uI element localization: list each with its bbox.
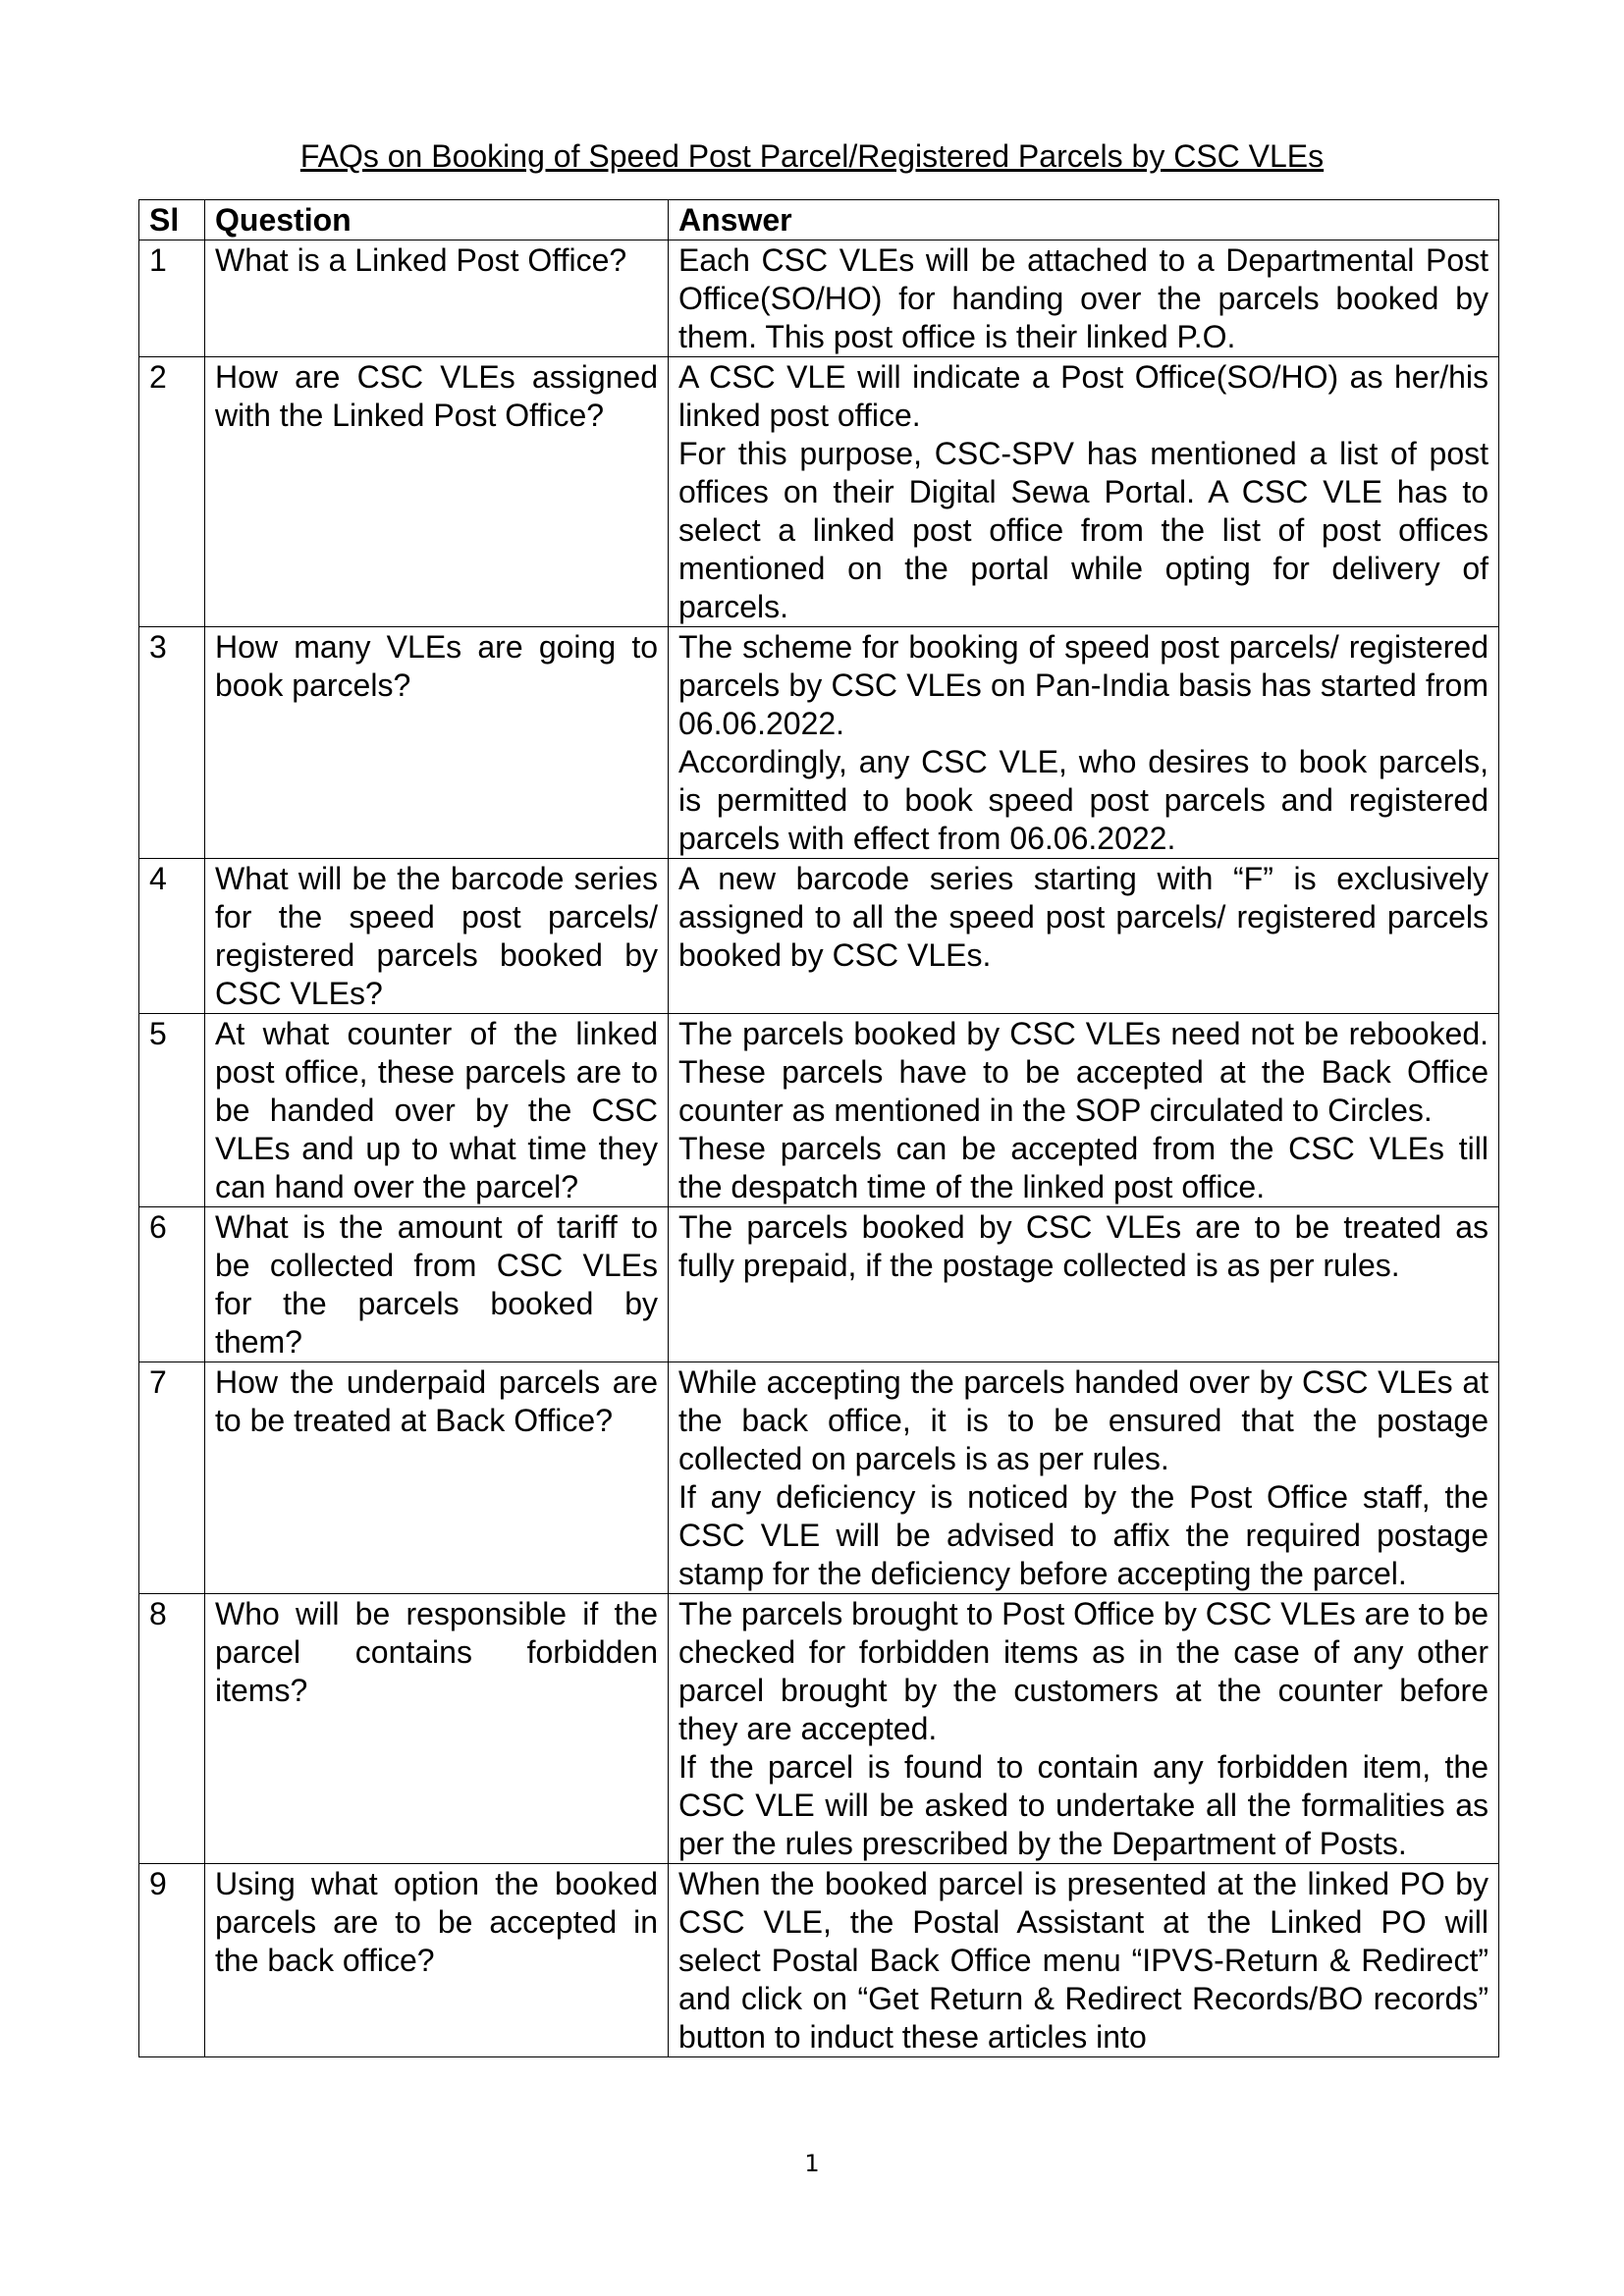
table-row <box>139 240 1499 357</box>
table-row <box>139 1864 1499 2057</box>
page-number: 1 <box>804 2150 820 2177</box>
faq-body <box>139 240 1499 2057</box>
document-title: FAQs on Booking of Speed Post Parcel/Registered Parcels by CSC VLEs <box>299 138 1325 174</box>
table-row <box>139 859 1499 1014</box>
header-answer: Answer <box>669 200 1499 240</box>
row-serial-number: 6 <box>139 1207 205 1362</box>
answer-paragraph: While accepting the parcels handed over by CSC VLEs at the back office, it is to be ensured that the postage collected on parcels is as per rules. <box>678 1364 1489 1476</box>
row-serial-number: 5 <box>139 1014 205 1207</box>
answer-paragraph: A new barcode series starting with “F” is exclusively assigned to all the speed post parcels/ registered parcels booked by CSC VLEs. <box>678 861 1489 973</box>
row-serial-number: 1 <box>139 240 205 357</box>
answer-paragraph: For this purpose, CSC-SPV has mentioned a list of post offices on their Digital Sewa Portal. A CSC VLE has to select a linked post office from the list of post offices mentioned on the portal while opting for delivery of parcels. <box>678 436 1489 624</box>
row-serial-number: 8 <box>139 1594 205 1864</box>
row-serial-number: 7 <box>139 1362 205 1594</box>
answer-paragraph: The scheme for booking of speed post parcels/ registered parcels by CSC VLEs on Pan-India basis has started from 06.06.2022. <box>678 629 1489 741</box>
row-answer <box>669 627 1499 859</box>
row-answer <box>669 1594 1499 1864</box>
answer-paragraph: The parcels brought to Post Office by CSC VLEs are to be checked for forbidden items as in the case of any other parcel brought by the customers at the counter before they are accepted. <box>678 1596 1489 1746</box>
answer-paragraph: When the booked parcel is presented at the linked PO by CSC VLE, the Postal Assistant at the Linked PO will select Postal Back Office menu “IPVS-Return & Redirect” and click on “Get Return & Redirect Records/BO records” button to induct these articles into <box>678 1866 1489 2055</box>
row-question: What is a Linked Post Office? <box>205 240 669 357</box>
table-row <box>139 357 1499 627</box>
answer-paragraph: The parcels booked by CSC VLEs are to be treated as fully prepaid, if the postage collected is as per rules. <box>678 1209 1489 1283</box>
faq-table <box>138 199 1499 2057</box>
answer-paragraph: If the parcel is found to contain any forbidden item, the CSC VLE will be asked to undertake all the formalities as per the rules prescribed by the Department of Posts. <box>678 1749 1489 1861</box>
row-question: Using what option the booked parcels are to be accepted in the back office? <box>205 1864 669 2057</box>
table-row <box>139 1362 1499 1594</box>
row-answer <box>669 1362 1499 1594</box>
row-question: What is the amount of tariff to be collected from CSC VLEs for the parcels booked by them? <box>205 1207 669 1362</box>
row-answer <box>669 357 1499 627</box>
answer-paragraph: These parcels can be accepted from the CSC VLEs till the despatch time of the linked post office. <box>678 1131 1489 1204</box>
table-row <box>139 1207 1499 1362</box>
row-serial-number: 3 <box>139 627 205 859</box>
row-answer <box>669 1207 1499 1362</box>
row-question: How are CSC VLEs assigned with the Linked Post Office? <box>205 357 669 627</box>
answer-paragraph: Each CSC VLEs will be attached to a Departmental Post Office(SO/HO) for handing over the parcels booked by them. This post office is their linked P.O. <box>678 242 1489 354</box>
row-question: Who will be responsible if the parcel contains forbidden items? <box>205 1594 669 1864</box>
row-answer <box>669 240 1499 357</box>
header-sl: Sl <box>139 200 205 240</box>
answer-paragraph: Accordingly, any CSC VLE, who desires to book parcels, is permitted to book speed post parcels and registered parcels with effect from 06.06.2022. <box>678 744 1489 856</box>
table-row <box>139 1594 1499 1864</box>
answer-paragraph: The parcels booked by CSC VLEs need not be rebooked. These parcels have to be accepted at the Back Office counter as mentioned in the SOP circulated to Circles. <box>678 1016 1489 1128</box>
table-row <box>139 627 1499 859</box>
row-serial-number: 2 <box>139 357 205 627</box>
row-serial-number: 9 <box>139 1864 205 2057</box>
row-question: How the underpaid parcels are to be treated at Back Office? <box>205 1362 669 1594</box>
row-answer <box>669 1014 1499 1207</box>
row-question: At what counter of the linked post office, these parcels are to be handed over by the CSC VLEs and up to what time they can hand over the parcel? <box>205 1014 669 1207</box>
row-serial-number: 4 <box>139 859 205 1014</box>
table-header-row <box>139 200 1499 240</box>
row-question: How many VLEs are going to book parcels? <box>205 627 669 859</box>
row-answer <box>669 859 1499 1014</box>
row-question: What will be the barcode series for the speed post parcels/ registered parcels booked by CSC VLEs? <box>205 859 669 1014</box>
table-row <box>139 1014 1499 1207</box>
header-question: Question <box>205 200 669 240</box>
row-answer <box>669 1864 1499 2057</box>
answer-paragraph: If any deficiency is noticed by the Post Office staff, the CSC VLE will be advised to affix the required postage stamp for the deficiency before accepting the parcel. <box>678 1479 1489 1591</box>
answer-paragraph: A CSC VLE will indicate a Post Office(SO/HO) as her/his linked post office. <box>678 359 1489 433</box>
